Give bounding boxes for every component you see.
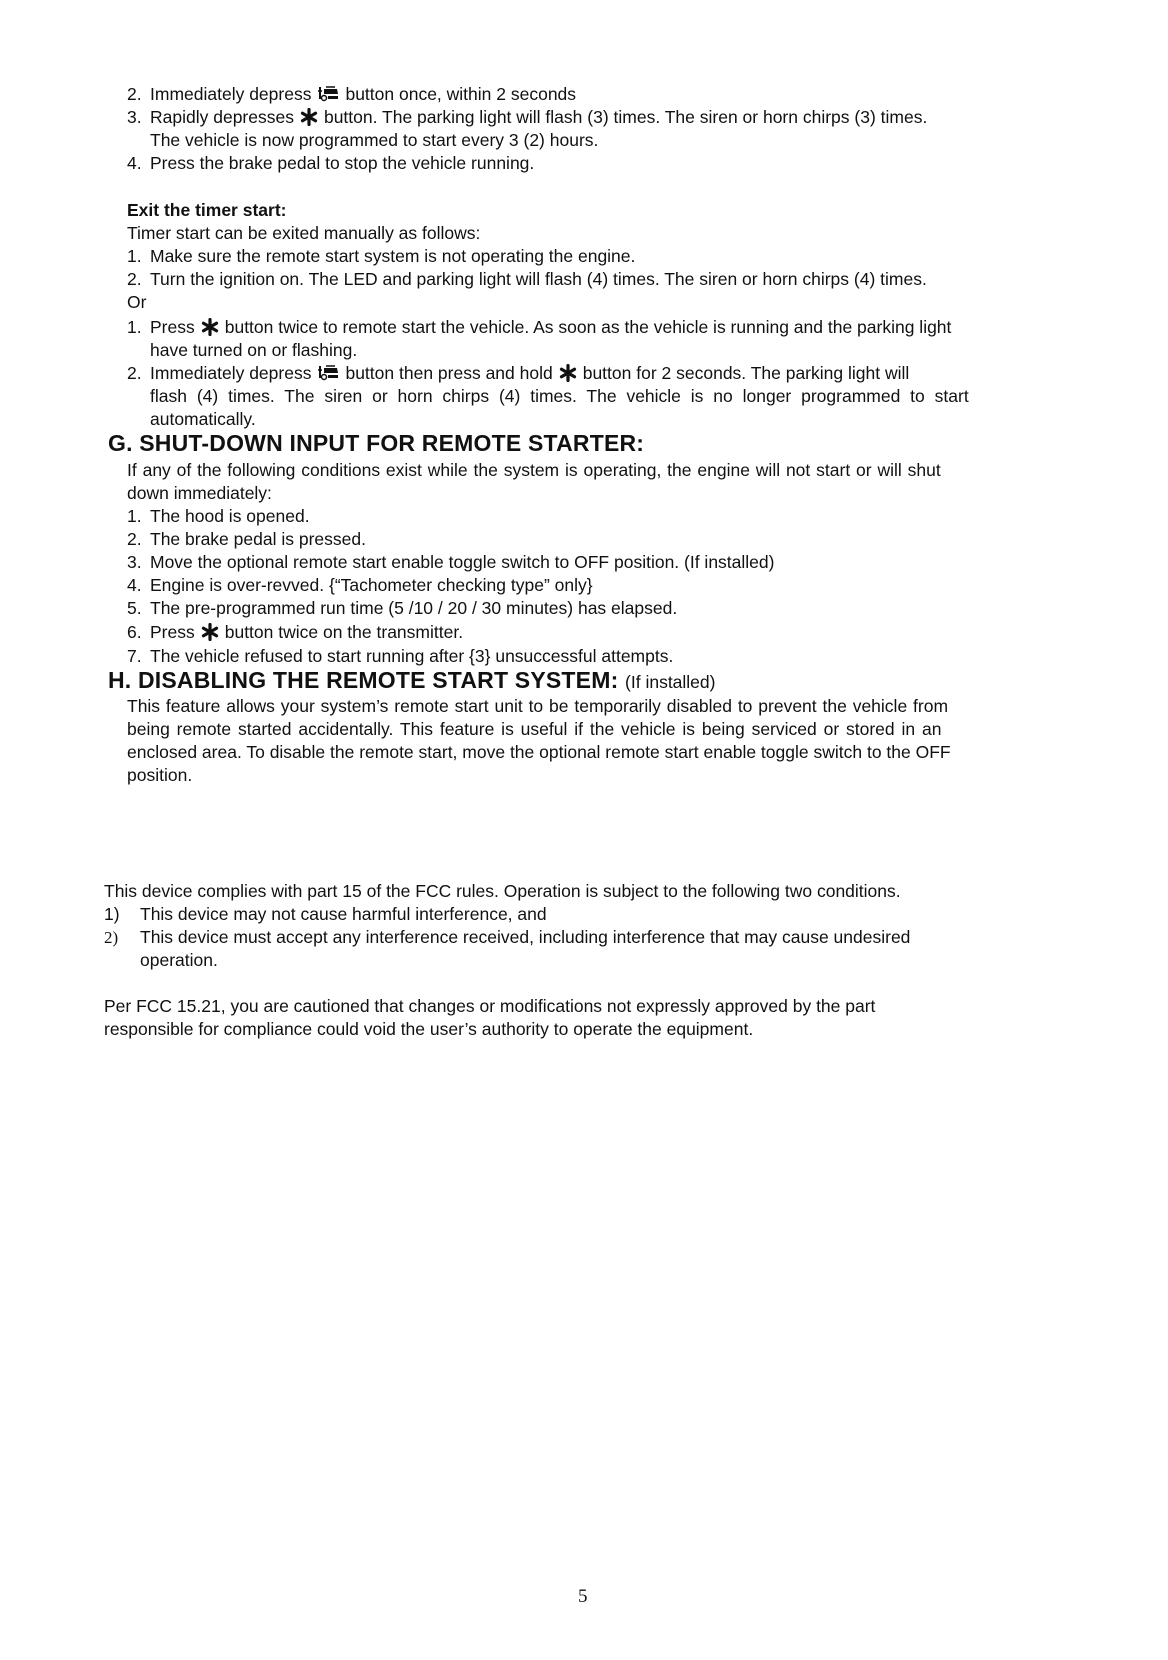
section-g-intro: If any of the following conditions exist while the system is operating, the engine will not start or will shut	[127, 460, 941, 480]
step-text: Press	[150, 317, 195, 337]
item-text: The brake pedal is pressed.	[150, 529, 366, 549]
step-number: 1.	[127, 317, 142, 337]
step-text: Immediately depress	[150, 84, 312, 104]
section-h-heading	[108, 669, 715, 694]
step-text-continued: automatically.	[150, 409, 256, 429]
step-number: 1.	[127, 246, 142, 266]
step-number: 2.	[127, 363, 142, 383]
item-number: 5.	[127, 598, 142, 618]
step-text-continued: The vehicle is now programmed to start every 3 (2) hours.	[150, 130, 599, 150]
item-text: The hood is opened.	[150, 506, 310, 526]
step-text: Rapidly depresses	[150, 107, 294, 127]
section-g-heading: G. SHUT-DOWN INPUT FOR REMOTE STARTER:	[108, 430, 645, 456]
section-h-note: (If installed)	[625, 672, 716, 692]
section-h-title: H. DISABLING THE REMOTE START SYSTEM:	[108, 667, 619, 693]
item-number: 4.	[127, 575, 142, 595]
step-text: Press the brake pedal to stop the vehicle running.	[150, 153, 535, 173]
fcc-caution-continued: responsible for compliance could void the user’s authority to operate the equipment.	[104, 1019, 754, 1039]
item-text: The pre-programmed run time (5 /10 / 20 / 30 minutes) has elapsed.	[150, 598, 678, 618]
item-number: 7.	[127, 646, 142, 666]
item-number: 2.	[127, 529, 142, 549]
condition-text: This device must accept any interference received, including interference that may cause undesired	[140, 927, 911, 947]
item-text: Press	[150, 622, 195, 642]
page-number: 5	[578, 1586, 588, 1607]
step-text-continued: flash (4) times. The siren or horn chirps (4) times. The vehicle is no longer programmed to start	[150, 386, 969, 406]
step-text: button. The parking light will flash (3) times. The siren or horn chirps (3) times.	[323, 107, 928, 127]
step-number: 3.	[127, 107, 142, 127]
section-h-text: enclosed area. To disable the remote start, move the optional remote start enable toggle switch to the OFF	[127, 742, 951, 762]
item-text: The vehicle refused to start running after {3} unsuccessful attempts.	[150, 646, 674, 666]
step-number: 4.	[127, 153, 142, 173]
step-number: 2.	[127, 269, 142, 289]
fcc-statement: This device complies with part 15 of the FCC rules. Operation is subject to the following two conditions.	[104, 881, 901, 901]
section-h-text: being remote started accidentally. This feature is useful if the vehicle is being serviced or stored in an	[127, 719, 942, 739]
fcc-caution: Per FCC 15.21, you are cautioned that changes or modifications not expressly approved by the part	[104, 996, 876, 1016]
section-h-text: position.	[127, 765, 193, 785]
step-text: Immediately depress	[150, 363, 312, 383]
section-g-intro-continued: down immediately:	[127, 483, 272, 503]
item-text: button twice on the transmitter.	[224, 622, 464, 642]
step-text: button then press and hold	[345, 363, 553, 383]
item-text: Engine is over-revved. {“Tachometer checking type” only}	[150, 575, 593, 595]
step-text: Turn the ignition on. The LED and parking light will flash (4) times. The siren or horn chirps (4) times.	[150, 269, 927, 289]
condition-text-continued: operation.	[140, 950, 218, 970]
condition-text: This device may not cause harmful interference, and	[140, 904, 547, 924]
or-label: Or	[127, 292, 147, 312]
item-number: 6.	[127, 622, 142, 642]
condition-number: 1)	[104, 904, 120, 924]
step-text: button once, within 2 seconds	[345, 84, 577, 104]
step-text-continued: have turned on or flashing.	[150, 340, 358, 360]
step-text: button for 2 seconds. The parking light will	[582, 363, 910, 383]
section-h-text: This feature allows your system’s remote start unit to be temporarily disabled to prevent the vehicle from	[127, 696, 949, 716]
step-number: 2.	[127, 84, 142, 104]
item-text: Move the optional remote start enable toggle switch to OFF position. (If installed)	[150, 552, 775, 572]
step-text: Make sure the remote start system is not operating the engine.	[150, 246, 636, 266]
item-number: 3.	[127, 552, 142, 572]
step-text: button twice to remote start the vehicle. As soon as the vehicle is running and the parking light	[224, 317, 952, 337]
asterisk-icon	[201, 623, 219, 647]
item-number: 1.	[127, 506, 142, 526]
exit-timer-intro: Timer start can be exited manually as follows:	[127, 223, 481, 243]
condition-number: 2)	[104, 928, 119, 947]
exit-timer-heading: Exit the timer start:	[127, 200, 287, 220]
